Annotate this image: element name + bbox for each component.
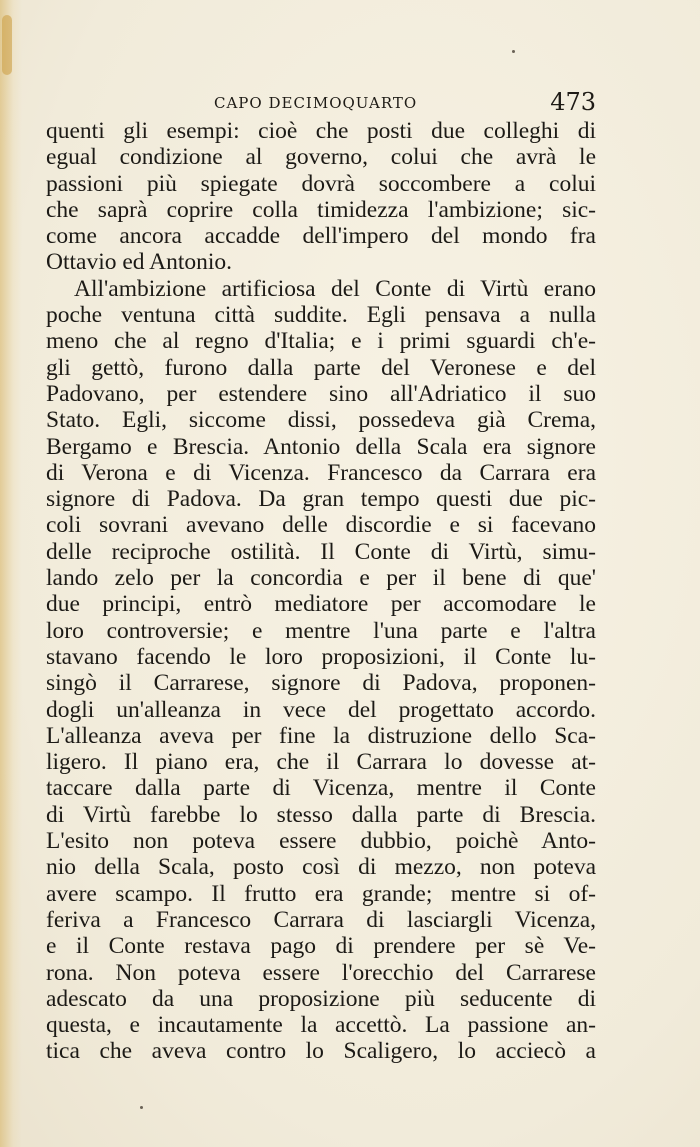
text-line: tica che aveva contro lo Scaligero, lo acciecò a — [46, 1038, 596, 1065]
text-line: poche ventuna città suddite. Egli pensava a nulla — [46, 302, 596, 329]
text-line: dogli un'alleanza in vece del progettato accordo. — [46, 696, 596, 723]
text-line: avere scampo. Il frutto era grande; mentre si of- — [46, 880, 596, 907]
text-line: e il Conte restava pago di prendere per sè Ve- — [46, 933, 596, 960]
text-line: rona. Non poteva essere l'orecchio del Carrarese — [46, 959, 596, 986]
text-line: meno che al regno d'Italia; e i primi sguardi ch'e- — [46, 328, 596, 355]
text-line: come ancora accadde dell'impero del mondo fra — [46, 223, 596, 250]
text-line: singò il Carrarese, signore di Padova, proponen- — [46, 670, 596, 697]
text-line: loro controversie; e mentre l'una parte e l'altra — [46, 617, 596, 644]
text-line: egual condizione al governo, colui che avrà le — [46, 144, 596, 171]
text-line: stavano facendo le loro proposizioni, il Conte lu- — [46, 643, 596, 670]
paper-speck — [512, 50, 515, 53]
text-line: passioni più spiegate dovrà soccombere a colui — [46, 170, 596, 197]
text-line: Padovano, per estendere sino all'Adriatico il suo — [46, 380, 596, 407]
text-line: che saprà coprire colla timidezza l'ambizione; sic- — [46, 196, 596, 223]
text-line: gli gettò, furono dalla parte del Veronese e del — [46, 354, 596, 381]
text-line: signore di Padova. Da gran tempo questi due pic- — [46, 486, 596, 513]
text-line: adescato da una proposizione più seducente di — [46, 985, 596, 1012]
text-line: L'esito non poteva essere dubbio, poichè Anto- — [46, 828, 596, 855]
page-number: 473 — [550, 88, 596, 116]
paper-speck — [140, 1106, 143, 1109]
body-text — [46, 118, 596, 1065]
text-line: questa, e incautamente la accettò. La passione an- — [46, 1012, 596, 1039]
text-line: di Virtù farebbe lo stesso dalla parte di Brescia. — [46, 801, 596, 828]
text-line: coli sovrani avevano delle discordie e si facevano — [46, 512, 596, 539]
page-edge-stain — [0, 0, 22, 1147]
text-line: nio della Scala, posto così di mezzo, non poteva — [46, 854, 596, 881]
text-line: Ottavio ed Antonio. — [46, 249, 233, 276]
text-line: due principi, entrò mediatore per accomodare le — [46, 591, 596, 618]
text-line: delle reciproche ostilità. Il Conte di Virtù, simu- — [46, 538, 596, 565]
text-line: ligero. Il piano era, che il Carrara lo dovesse at- — [46, 749, 596, 776]
text-line: di Verona e di Vicenza. Francesco da Carrara era — [46, 459, 596, 486]
text-line: lando zelo per la concordia e per il bene di que' — [46, 565, 596, 592]
text-line: Stato. Egli, siccome dissi, possedeva già Crema, — [46, 407, 596, 434]
text-line: Bergamo e Brescia. Antonio della Scala era signore — [46, 433, 596, 460]
running-head — [46, 90, 596, 120]
text-line: L'alleanza aveva per fine la distruzione dello Sca- — [46, 722, 596, 749]
text-line: taccare dalla parte di Vicenza, mentre il Conte — [46, 775, 596, 802]
running-title: CAPO DECIMOQUARTO — [214, 94, 418, 112]
text-line: All'ambizione artificiosa del Conte di Virtù erano — [74, 275, 596, 302]
text-line: quenti gli esempi: cioè che posti due colleghi di — [46, 118, 596, 144]
text-line: feriva a Francesco Carrara di lasciargli Vicenza, — [46, 906, 596, 933]
